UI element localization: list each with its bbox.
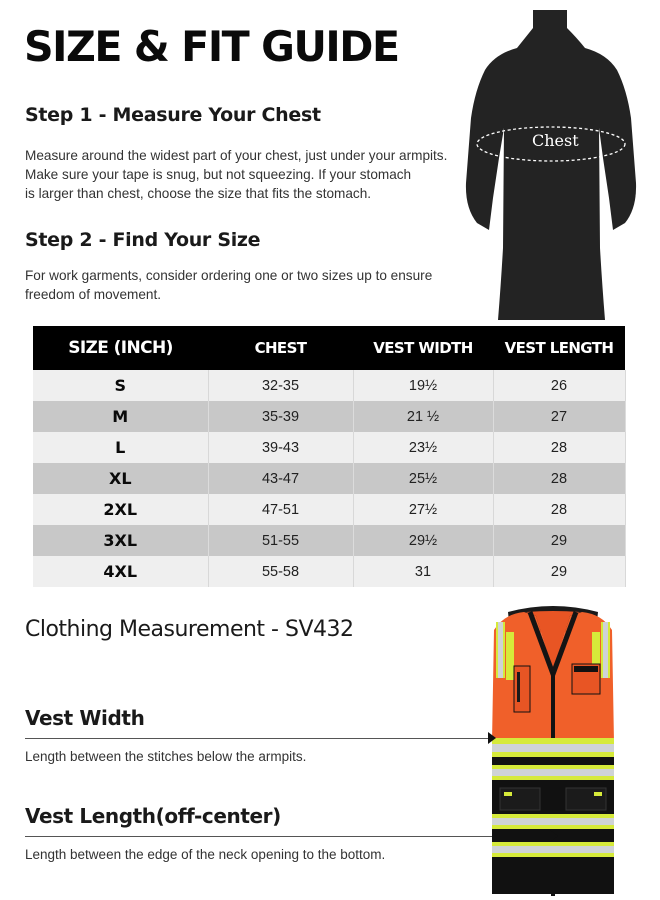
step1-line: Measure around the widest part of your chest, just under your armpits. — [25, 148, 448, 163]
silhouette-figure — [455, 8, 645, 323]
chest-cell: 55-58 — [208, 556, 353, 587]
vest-width-cell: 29½ — [353, 525, 493, 556]
step1-heading: Step 1 - Measure Your Chest — [25, 104, 321, 126]
vest-length-line — [25, 836, 503, 837]
step2-line: For work garments, consider ordering one or two sizes up to ensure — [25, 268, 433, 283]
vest-length-cell: 27 — [493, 401, 625, 432]
chest-cell: 35-39 — [208, 401, 353, 432]
vest-length-cell: 28 — [493, 463, 625, 494]
page-title: SIZE & FIT GUIDE — [24, 22, 399, 71]
vest-width-cell: 31 — [353, 556, 493, 587]
chest-cell: 43-47 — [208, 463, 353, 494]
size-cell: S — [33, 370, 208, 401]
column-header: VEST WIDTH — [353, 326, 493, 370]
vest-length-label: Vest Length(off-center) — [25, 804, 281, 828]
vest-length-description: Length between the edge of the neck opening to the bottom. — [25, 847, 386, 862]
vest-length-cell: 26 — [493, 370, 625, 401]
table-row — [33, 463, 625, 494]
size-cell: 3XL — [33, 525, 208, 556]
vest-length-cell: 29 — [493, 525, 625, 556]
vest-length-cell: 29 — [493, 556, 625, 587]
vest-length-cell: 28 — [493, 432, 625, 463]
chest-label: Chest — [532, 131, 579, 150]
chest-cell: 32-35 — [208, 370, 353, 401]
vest-width-cell: 25½ — [353, 463, 493, 494]
step1-text — [25, 146, 455, 203]
table-row — [33, 432, 625, 463]
size-cell: L — [33, 432, 208, 463]
column-header: VEST LENGTH — [493, 326, 625, 370]
measurement-heading: Clothing Measurement - SV432 — [25, 617, 354, 642]
size-cell: 2XL — [33, 494, 208, 525]
vest-width-line — [25, 738, 493, 739]
size-table — [33, 326, 626, 587]
table-row — [33, 494, 625, 525]
vest-width-cell: 23½ — [353, 432, 493, 463]
vest-width-description: Length between the stitches below the armpits. — [25, 749, 307, 764]
chest-cell: 51-55 — [208, 525, 353, 556]
size-cell: XL — [33, 463, 208, 494]
safety-vest-image — [486, 602, 620, 898]
vest-width-cell: 27½ — [353, 494, 493, 525]
table-row — [33, 401, 625, 432]
step1-line: is larger than chest, choose the size that fits the stomach. — [25, 186, 372, 201]
table-row — [33, 556, 625, 587]
chest-cell: 39-43 — [208, 432, 353, 463]
chest-cell: 47-51 — [208, 494, 353, 525]
step2-text — [25, 266, 455, 304]
table-row — [33, 370, 625, 401]
vest-width-cell: 21 ½ — [353, 401, 493, 432]
step1-line: Make sure your tape is snug, but not squeezing. If your stomach — [25, 167, 412, 182]
vest-length-cell: 28 — [493, 494, 625, 525]
table-header-row — [33, 326, 625, 370]
vest-width-label: Vest Width — [25, 706, 145, 730]
size-cell: M — [33, 401, 208, 432]
step2-heading: Step 2 - Find Your Size — [25, 229, 261, 251]
size-cell: 4XL — [33, 556, 208, 587]
column-header: CHEST — [208, 326, 353, 370]
step2-line: freedom of movement. — [25, 287, 161, 302]
vest-width-cell: 19½ — [353, 370, 493, 401]
column-header: SIZE (INCH) — [33, 326, 208, 370]
table-row — [33, 525, 625, 556]
